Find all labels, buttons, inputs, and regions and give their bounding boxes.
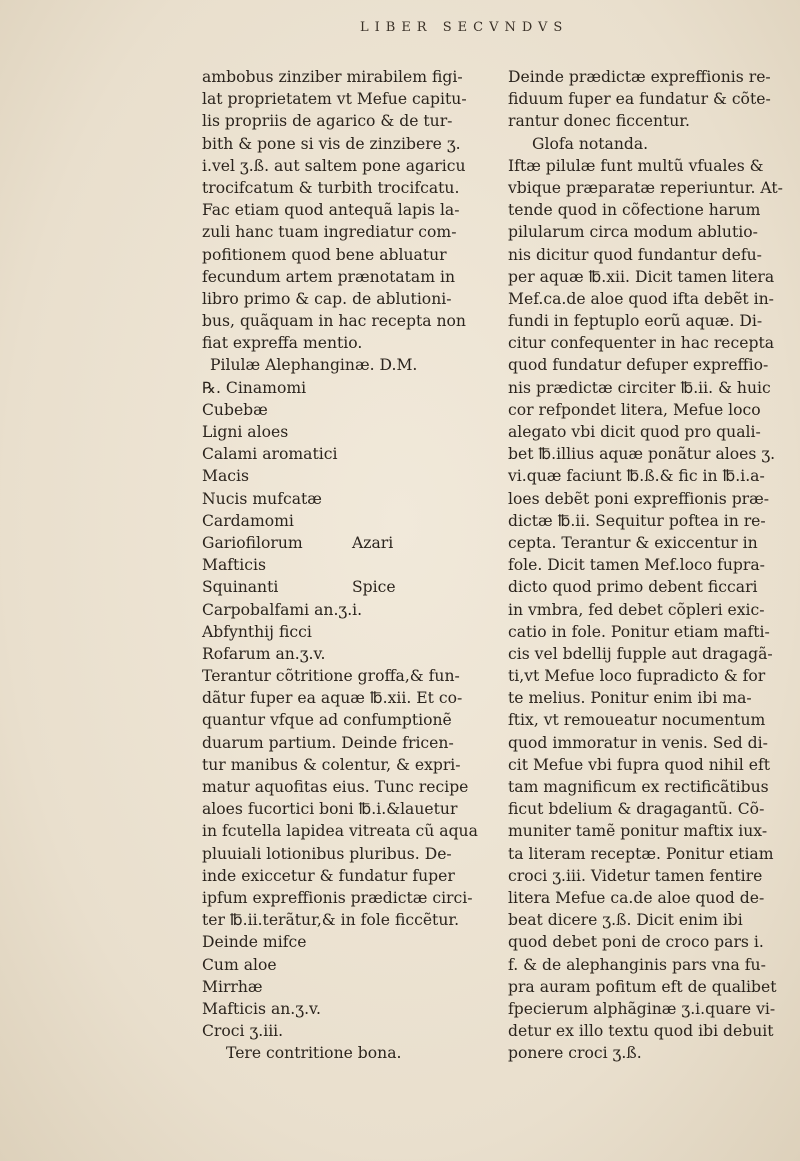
text-line: f. & de alephanginis pars vna fu-: [508, 955, 766, 974]
right-text-block-b: [508, 155, 798, 1065]
text-line: bus, quãquam in hac recepta non: [202, 312, 466, 331]
ingredient-line: Mirrhæ: [202, 977, 263, 996]
ingredient-row: [202, 576, 482, 598]
text-line: cit Mefue vbi fupra quod nihil eft: [508, 755, 771, 774]
ingredient-line: Cum aloe: [202, 955, 277, 974]
text-line: ambobus zinziber mirabilem figi-: [202, 68, 463, 86]
ingredient-line: Calami aromatici: [202, 445, 338, 464]
text-line: beat dicere ʒ.ß. Dicit enim ibi: [508, 911, 743, 930]
right-text-block-a: [508, 66, 798, 133]
text-line: aloes fucortici boni ℔.i.&lauetur: [202, 800, 458, 819]
left-column: [202, 66, 482, 1064]
text-line: catio in fole. Ponitur etiam mafti-: [508, 622, 770, 641]
text-line: nis dicitur quod fundantur defu-: [508, 245, 762, 264]
text-line: bith & pone si vis de zinzibere ʒ.: [202, 134, 461, 153]
text-line: litera Mefue ca.de aloe quod de-: [508, 888, 765, 907]
text-line: Deinde mifce: [202, 933, 307, 952]
gloss-heading: Glofa notanda.: [532, 134, 649, 153]
left-text-block-b: [202, 665, 482, 953]
text-line: ti,vt Mefue loco fupradicto & for: [508, 667, 766, 686]
text-line: fecundum artem prænotatam in: [202, 267, 456, 286]
text-line: quod debet poni de croco pars i.: [508, 933, 764, 952]
text-line: quod fundatur defuper expreffio-: [508, 356, 769, 375]
text-line: vbique præparatæ reperiuntur. At-: [508, 178, 783, 197]
ingredient-line: Croci ʒ.iii.: [202, 1022, 284, 1041]
text-line: nis prædictæ circiter ℔.ii. & huic: [508, 378, 771, 397]
text-line: rantur donec ficcentur.: [508, 112, 690, 131]
text-line: ter ℔.ii.terãtur,& in fole ficcẽtur.: [202, 911, 460, 930]
text-line: pilularum circa modum ablutio-: [508, 223, 758, 242]
text-line: fpecierum alphãginæ ʒ.i.quare vi-: [508, 999, 776, 1018]
ingredient-extra: Azari: [352, 533, 394, 552]
text-line: inde exiccetur & fundatur fuper: [202, 866, 455, 885]
text-line: libro primo & cap. de ablutioni-: [202, 289, 452, 308]
ingredient-line: Carpobalfami an.ʒ.i.: [202, 600, 363, 619]
text-line: Fac etiam quod antequã lapis la-: [202, 201, 460, 220]
text-line: fiat expreffa mentio.: [202, 334, 363, 353]
text-line: fole. Dicit tamen Mef.loco fupra-: [508, 556, 765, 575]
text-line: matur aquofitas eius. Tunc recipe: [202, 778, 469, 796]
text-line: in vmbra, fed debet cõpleri exic-: [508, 600, 765, 619]
text-line: duarum partium. Deinde fricen-: [202, 733, 454, 752]
text-line: Deinde prædictæ expreffionis re-: [508, 68, 771, 86]
left-text-block-a: [202, 66, 482, 354]
text-line: trocifcatum & turbith trocifcatu.: [202, 178, 460, 197]
text-line: vi.quæ faciunt ℔.ß.& fic in ℔.i.a-: [508, 467, 765, 486]
running-header: LIBER SECVNDVS: [360, 20, 569, 35]
text-line: lis propriis de agarico & de tur-: [202, 112, 453, 131]
ingredient-line: Cardamomi: [202, 511, 294, 530]
text-line: muniter tamẽ ponitur maftix iux-: [508, 822, 768, 841]
text-line: zuli hanc tuam ingrediatur com-: [202, 223, 457, 242]
text-line: ta literam receptæ. Ponitur etiam: [508, 844, 774, 863]
text-line: quod immoratur in venis. Sed di-: [508, 733, 768, 752]
text-line: fiduum fuper ea fundatur & cõte-: [508, 90, 771, 109]
ingredient-line: Macis: [202, 467, 249, 486]
ingredient-line: Nucis mufcatæ: [202, 489, 322, 508]
text-line: i.vel ʒ.ß. aut saltem pone agaricu: [202, 156, 466, 175]
text-line: dãtur fuper ea aquæ ℔.xii. Et co-: [202, 689, 463, 708]
text-line: bet ℔.illius aquæ ponãtur aloes ʒ.: [508, 445, 776, 464]
text-line: Mef.ca.de aloe quod ifta debẽt in-: [508, 289, 774, 308]
text-line: detur ex illo textu quod ibi debuit: [508, 1022, 774, 1041]
text-line: lat proprietatem vt Mefue capitu-: [202, 90, 467, 109]
text-line: alegato vbi dicit quod pro quali-: [508, 423, 761, 441]
text-line: loes debẽt poni expreffionis præ-: [508, 489, 770, 508]
text-line: pofitionem quod bene abluatur: [202, 245, 447, 264]
ingredient-list-2: [202, 954, 482, 1043]
ingredient-extra: Spice: [352, 578, 396, 597]
text-line: dictæ ℔.ii. Sequitur poftea in re-: [508, 511, 766, 530]
text-line: dicto quod primo debent ficcari: [508, 578, 758, 597]
ingredient-name: Gariofilorum: [202, 533, 303, 552]
text-line: ficut bdelium & dragagantũ. Cõ-: [508, 800, 765, 819]
ingredient-row: [202, 532, 482, 554]
ingredient-row: [202, 554, 482, 576]
text-line: ponere croci ʒ.ß.: [508, 1044, 642, 1063]
ingredient-line: Ligni aloes: [202, 423, 289, 441]
text-line: tam magnificum ex rectificãtibus: [508, 778, 769, 796]
ingredient-name: Mafticis: [202, 556, 267, 575]
text-line: cepta. Terantur & exiccentur in: [508, 533, 758, 552]
ingredient-list: [202, 377, 482, 665]
recipe-heading: Pilulæ Alephanginæ. D.M.: [210, 356, 418, 375]
ingredient-line: Mafticis an.ʒ.v.: [202, 999, 321, 1018]
text-line: te melius. Ponitur enim ibi ma-: [508, 689, 752, 708]
text-line: pra auram pofitum eft de qualibet: [508, 977, 777, 996]
right-column: [508, 66, 798, 1064]
ingredient-line: Abfynthij ficci: [202, 622, 312, 641]
ingredient-line: Rofarum an.ʒ.v.: [202, 644, 326, 663]
text-line: fundi in feptuplo eorũ aquæ. Di-: [508, 312, 763, 331]
ingredient-name: Squinanti: [202, 578, 279, 597]
text-line: Iftæ pilulæ funt multũ vfuales &: [508, 156, 764, 175]
text-line: per aquæ ℔.xii. Dicit tamen litera: [508, 267, 775, 286]
ingredient-line: Cubebæ: [202, 400, 268, 419]
text-line: in fcutella lapidea vitreata cũ aqua: [202, 822, 478, 841]
text-line: cor refpondet litera, Mefue loco: [508, 400, 761, 419]
text-line: quantur vfque ad confumptionẽ: [202, 711, 452, 730]
text-line: tur manibus & colentur, & expri-: [202, 755, 461, 774]
closing-instruction: Tere contritione bona.: [226, 1044, 402, 1063]
text-line: ftix, vt remoueatur nocumentum: [508, 711, 766, 730]
text-line: Terantur cõtritione groffa,& fun-: [202, 667, 460, 686]
text-line: citur confequenter in hac recepta: [508, 334, 775, 353]
ingredient-line: ℞. Cinamomi: [202, 378, 307, 397]
text-line: pluuiali lotionibus pluribus. De-: [202, 844, 452, 863]
text-line: cis vel bdellij fupple aut dragagã-: [508, 644, 773, 663]
text-line: tende quod in cõfectione harum: [508, 201, 761, 220]
text-line: croci ʒ.iii. Videtur tamen fentire: [508, 866, 763, 885]
text-line: ipfum expreffionis prædictæ circi-: [202, 888, 473, 907]
